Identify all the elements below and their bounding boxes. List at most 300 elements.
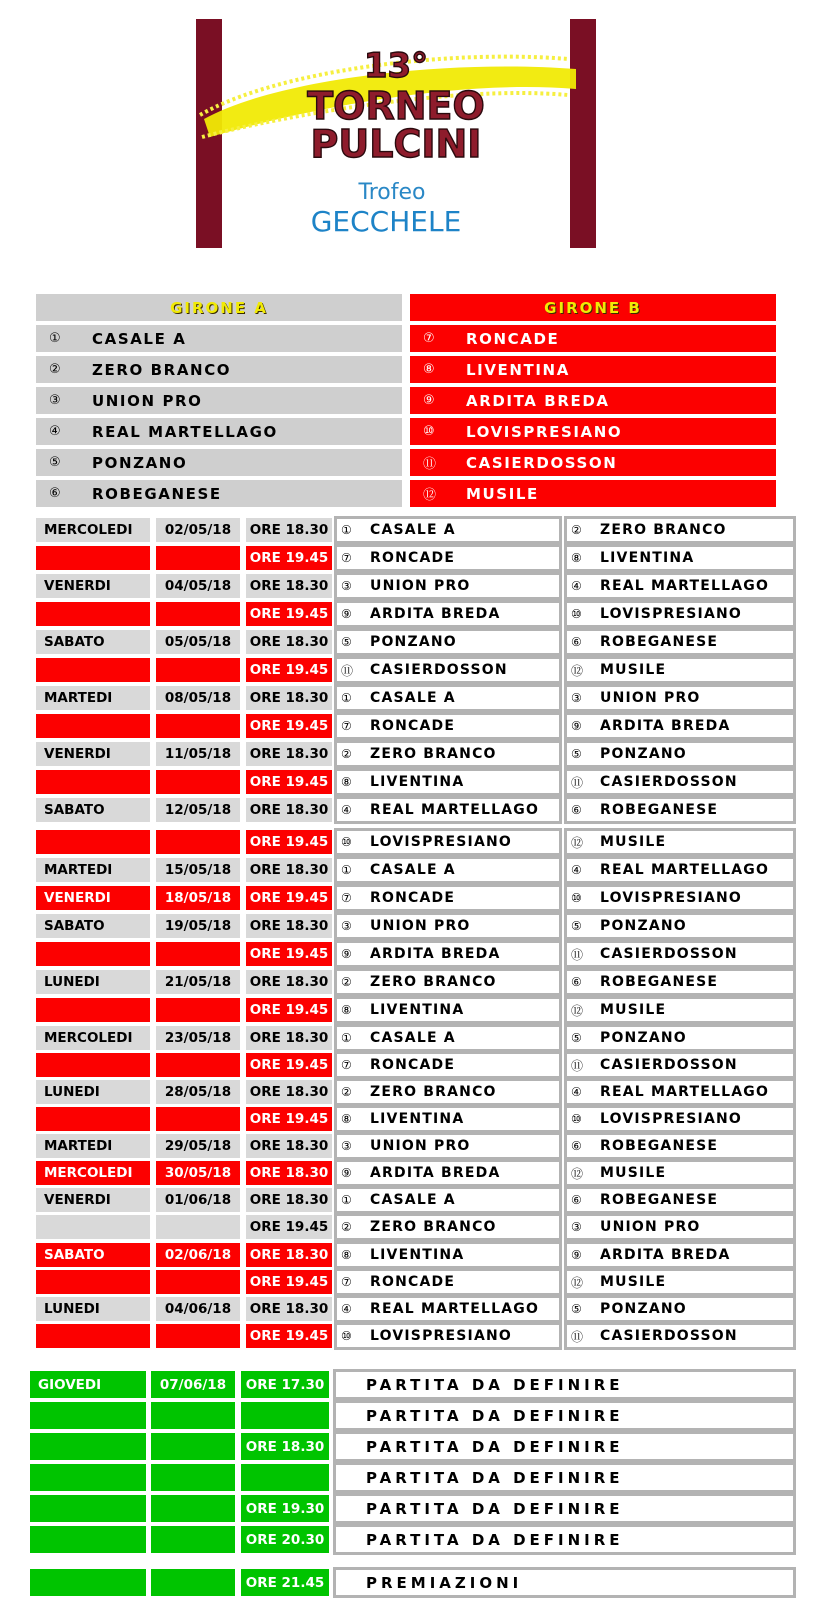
- match-time: ORE 19.45: [246, 1107, 332, 1131]
- team-number: ⑪: [341, 663, 355, 678]
- team-name: RONCADE: [370, 1057, 456, 1073]
- team-name: CASIERDOSSON: [600, 946, 738, 962]
- team-name: LIVENTINA: [370, 1247, 465, 1263]
- team-number: ①: [49, 331, 61, 346]
- logo-title-line1: TORNEO: [307, 84, 485, 128]
- home-team: [334, 1213, 562, 1241]
- match-time: ORE 19.45: [246, 1324, 332, 1348]
- away-team: [564, 684, 796, 712]
- group-team-row: [410, 418, 776, 445]
- final-date: [151, 1433, 235, 1460]
- logo-artwork: [196, 19, 596, 248]
- team-name: UNION PRO: [370, 578, 471, 594]
- team-name: ARDITA BREDA: [370, 606, 501, 622]
- team-name: ROBEGANESE: [600, 802, 719, 818]
- away-team: [564, 656, 796, 684]
- match-day: [36, 830, 150, 854]
- team-name: LOVISPRESIANO: [600, 1111, 743, 1127]
- match-time: ORE 18.30: [246, 574, 332, 598]
- match-date: 01/06/18: [156, 1188, 240, 1212]
- team-number: ⑨: [341, 1166, 353, 1180]
- team-name: CASALE A: [370, 1192, 456, 1208]
- away-team: [564, 544, 796, 572]
- team-name: ROBEGANESE: [600, 1192, 719, 1208]
- final-match-label: PARTITA DA DEFINIRE: [333, 1431, 796, 1462]
- team-name: LIVENTINA: [370, 1002, 465, 1018]
- home-team: [334, 1105, 562, 1133]
- team-number: ⑩: [341, 835, 353, 849]
- away-team: [564, 1186, 796, 1214]
- team-number: ⑨: [571, 719, 583, 733]
- team-number: ⑦: [341, 1275, 353, 1289]
- home-team: [334, 940, 562, 968]
- team-number: ⑩: [571, 607, 583, 621]
- match-date: 04/05/18: [156, 574, 240, 598]
- team-name: PONZANO: [600, 1301, 687, 1317]
- team-number: ⑨: [571, 1248, 583, 1262]
- match-date: [156, 1107, 240, 1131]
- team-number: ⑫: [571, 1275, 585, 1290]
- match-day: [36, 1215, 150, 1239]
- team-name: CASALE A: [92, 329, 187, 348]
- team-name: LOVISPRESIANO: [370, 1328, 513, 1344]
- final-date: [151, 1526, 235, 1553]
- away-team: [564, 740, 796, 768]
- team-number: ⑦: [341, 719, 353, 733]
- team-name: UNION PRO: [92, 391, 203, 410]
- home-team: [334, 740, 562, 768]
- tournament-logo: [196, 19, 596, 248]
- team-number: ②: [341, 1220, 353, 1234]
- team-name: RONCADE: [370, 550, 456, 566]
- group-team-row: [36, 356, 402, 383]
- team-number: ⑧: [341, 1003, 353, 1017]
- away-team: [564, 600, 796, 628]
- team-number: ⑧: [341, 1112, 353, 1126]
- team-number: ⑦: [341, 551, 353, 565]
- match-date: [156, 998, 240, 1022]
- team-number: ⑪: [571, 775, 585, 790]
- match-day: [36, 1053, 150, 1077]
- match-day: MERCOLEDI: [36, 1026, 150, 1050]
- team-name: MUSILE: [600, 662, 667, 678]
- team-name: CASIERDOSSON: [466, 453, 618, 472]
- group-team-row: [410, 449, 776, 476]
- group-team-row: [36, 387, 402, 414]
- final-day: GIOVEDI: [30, 1371, 146, 1398]
- team-number: ①: [341, 523, 353, 537]
- home-team: [334, 768, 562, 796]
- match-date: 18/05/18: [156, 886, 240, 910]
- home-team: [334, 796, 562, 824]
- final-time: ORE 18.30: [241, 1433, 329, 1460]
- home-team: [334, 600, 562, 628]
- team-number: ⑥: [571, 1139, 583, 1153]
- away-team: [564, 856, 796, 884]
- team-number: ⑪: [571, 947, 585, 962]
- team-name: RONCADE: [370, 1274, 456, 1290]
- team-name: LOVISPRESIANO: [600, 890, 743, 906]
- home-team: [334, 712, 562, 740]
- match-date: 30/05/18: [156, 1161, 240, 1185]
- team-number: ⑫: [571, 663, 585, 678]
- team-number: ⑥: [49, 486, 61, 501]
- team-number: ⑨: [341, 947, 353, 961]
- team-name: PONZANO: [600, 918, 687, 934]
- final-time: [241, 1402, 329, 1429]
- away-team: [564, 1213, 796, 1241]
- home-team: [334, 572, 562, 600]
- final-day: [30, 1495, 146, 1522]
- match-time: ORE 18.30: [246, 1188, 332, 1212]
- final-time: [241, 1464, 329, 1491]
- match-time: ORE 19.45: [246, 830, 332, 854]
- match-date: 12/05/18: [156, 798, 240, 822]
- home-team: [334, 516, 562, 544]
- away-team: [564, 1132, 796, 1160]
- match-date: [156, 602, 240, 626]
- away-team: [564, 968, 796, 996]
- match-day: MARTEDI: [36, 1134, 150, 1158]
- match-date: [156, 1324, 240, 1348]
- away-team: [564, 1024, 796, 1052]
- team-name: UNION PRO: [370, 918, 471, 934]
- final-date: [151, 1402, 235, 1429]
- final-time: ORE 21.45: [241, 1569, 329, 1596]
- team-number: ③: [341, 579, 353, 593]
- match-day: SABATO: [36, 630, 150, 654]
- match-day: [36, 1107, 150, 1131]
- team-name: ARDITA BREDA: [370, 946, 501, 962]
- match-day: [36, 770, 150, 794]
- match-time: ORE 18.30: [246, 518, 332, 542]
- match-day: [36, 546, 150, 570]
- home-team: [334, 1024, 562, 1052]
- team-name: CASALE A: [370, 690, 456, 706]
- match-day: MARTEDI: [36, 686, 150, 710]
- group-title: GIRONE B: [410, 294, 776, 321]
- team-name: CASALE A: [370, 1030, 456, 1046]
- team-number: ②: [341, 747, 353, 761]
- team-name: PONZANO: [92, 453, 188, 472]
- match-day: MARTEDI: [36, 858, 150, 882]
- team-name: LOVISPRESIANO: [600, 606, 743, 622]
- team-name: MUSILE: [600, 1274, 667, 1290]
- match-time: ORE 19.45: [246, 886, 332, 910]
- match-date: [156, 658, 240, 682]
- team-name: ARDITA BREDA: [370, 1165, 501, 1181]
- match-day: VENERDI: [36, 886, 150, 910]
- away-team: [564, 572, 796, 600]
- home-team: [334, 1051, 562, 1079]
- team-name: MUSILE: [600, 1002, 667, 1018]
- group-team-row: [410, 480, 776, 507]
- match-date: [156, 714, 240, 738]
- match-date: 23/05/18: [156, 1026, 240, 1050]
- logo-trophy-label: Trofeo: [358, 180, 426, 205]
- team-name: ARDITA BREDA: [466, 391, 610, 410]
- team-number: ⑧: [571, 551, 583, 565]
- match-day: VENERDI: [36, 1188, 150, 1212]
- match-day: LUNEDI: [36, 1080, 150, 1104]
- group-team-row: [36, 480, 402, 507]
- match-date: [156, 1215, 240, 1239]
- match-day: [36, 658, 150, 682]
- away-team: [564, 796, 796, 824]
- team-name: CASIERDOSSON: [600, 1328, 738, 1344]
- match-day: LUNEDI: [36, 970, 150, 994]
- team-name: RONCADE: [370, 890, 456, 906]
- away-team: [564, 1322, 796, 1350]
- match-date: 04/06/18: [156, 1297, 240, 1321]
- away-team: [564, 516, 796, 544]
- team-name: LIVENTINA: [466, 360, 570, 379]
- team-name: LOVISPRESIANO: [466, 422, 623, 441]
- match-time: ORE 19.45: [246, 714, 332, 738]
- away-team: [564, 768, 796, 796]
- home-team: [334, 1159, 562, 1187]
- match-time: ORE 18.30: [246, 1243, 332, 1267]
- match-date: 21/05/18: [156, 970, 240, 994]
- team-name: RONCADE: [466, 329, 560, 348]
- team-name: ARDITA BREDA: [600, 718, 731, 734]
- final-day: [30, 1569, 146, 1596]
- away-team: [564, 1159, 796, 1187]
- match-time: ORE 19.45: [246, 546, 332, 570]
- team-number: ⑤: [571, 1302, 583, 1316]
- team-name: UNION PRO: [600, 1219, 701, 1235]
- match-time: ORE 19.45: [246, 770, 332, 794]
- match-day: [36, 1270, 150, 1294]
- team-name: CASIERDOSSON: [370, 662, 508, 678]
- away-team: [564, 1268, 796, 1296]
- away-team: [564, 940, 796, 968]
- home-team: [334, 828, 562, 856]
- match-time: ORE 18.30: [246, 1297, 332, 1321]
- away-team: [564, 884, 796, 912]
- home-team: [334, 684, 562, 712]
- team-number: ③: [49, 393, 61, 408]
- match-time: ORE 18.30: [246, 686, 332, 710]
- match-time: ORE 18.30: [246, 798, 332, 822]
- team-number: ⑪: [423, 457, 437, 472]
- team-number: ⑥: [571, 975, 583, 989]
- match-date: 28/05/18: [156, 1080, 240, 1104]
- team-number: ⑤: [571, 1031, 583, 1045]
- home-team: [334, 884, 562, 912]
- home-team: [334, 856, 562, 884]
- team-number: ④: [571, 579, 583, 593]
- team-number: ⑨: [341, 607, 353, 621]
- match-day: [36, 1324, 150, 1348]
- team-number: ⑩: [341, 1329, 353, 1343]
- team-name: ZERO BRANCO: [370, 1084, 497, 1100]
- final-day: [30, 1433, 146, 1460]
- match-day: [36, 998, 150, 1022]
- team-number: ⑫: [423, 488, 437, 503]
- match-time: ORE 19.45: [246, 602, 332, 626]
- team-number: ④: [49, 424, 61, 439]
- home-team: [334, 1132, 562, 1160]
- home-team: [334, 1295, 562, 1323]
- team-name: LOVISPRESIANO: [370, 834, 513, 850]
- match-day: VENERDI: [36, 574, 150, 598]
- group-team-row: [36, 418, 402, 445]
- match-time: ORE 19.45: [246, 1215, 332, 1239]
- match-date: [156, 770, 240, 794]
- team-name: REAL MARTELLAGO: [600, 862, 770, 878]
- team-number: ①: [341, 863, 353, 877]
- team-number: ⑫: [571, 1003, 585, 1018]
- match-date: 02/06/18: [156, 1243, 240, 1267]
- match-day: VENERDI: [36, 742, 150, 766]
- match-date: 11/05/18: [156, 742, 240, 766]
- team-name: ZERO BRANCO: [370, 1219, 497, 1235]
- team-number: ⑨: [423, 393, 435, 408]
- match-date: [156, 830, 240, 854]
- match-day: [36, 602, 150, 626]
- team-name: RONCADE: [370, 718, 456, 734]
- team-name: MUSILE: [600, 834, 667, 850]
- awards-label: PREMIAZIONI: [333, 1567, 796, 1598]
- away-team: [564, 1105, 796, 1133]
- match-day: MERCOLEDI: [36, 1161, 150, 1185]
- match-date: [156, 1270, 240, 1294]
- match-time: ORE 18.30: [246, 858, 332, 882]
- final-date: [151, 1464, 235, 1491]
- team-name: PONZANO: [600, 746, 687, 762]
- away-team: [564, 1241, 796, 1269]
- team-number: ③: [571, 691, 583, 705]
- team-name: REAL MARTELLAGO: [600, 578, 770, 594]
- team-number: ⑤: [571, 747, 583, 761]
- team-number: ⑤: [571, 919, 583, 933]
- match-time: ORE 18.30: [246, 742, 332, 766]
- away-team: [564, 1051, 796, 1079]
- team-name: ROBEGANESE: [92, 484, 222, 503]
- team-name: ZERO BRANCO: [92, 360, 232, 379]
- home-team: [334, 968, 562, 996]
- match-time: ORE 19.45: [246, 1053, 332, 1077]
- group-team-row: [410, 387, 776, 414]
- team-name: PONZANO: [370, 634, 457, 650]
- team-number: ⑦: [423, 331, 435, 346]
- match-date: 05/05/18: [156, 630, 240, 654]
- match-day: SABATO: [36, 914, 150, 938]
- team-number: ④: [571, 863, 583, 877]
- team-name: LIVENTINA: [370, 774, 465, 790]
- match-date: 08/05/18: [156, 686, 240, 710]
- match-date: 29/05/18: [156, 1134, 240, 1158]
- final-time: ORE 19.30: [241, 1495, 329, 1522]
- final-match-label: PARTITA DA DEFINIRE: [333, 1524, 796, 1555]
- away-team: [564, 1078, 796, 1106]
- match-day: LUNEDI: [36, 1297, 150, 1321]
- logo-trophy-name: GECCHELE: [310, 205, 462, 238]
- team-number: ⑪: [571, 1058, 585, 1073]
- team-number: ⑥: [571, 1193, 583, 1207]
- team-number: ⑧: [341, 775, 353, 789]
- team-number: ②: [571, 523, 583, 537]
- group-team-row: [410, 356, 776, 383]
- team-number: ②: [341, 975, 353, 989]
- team-number: ⑩: [423, 424, 435, 439]
- team-name: REAL MARTELLAGO: [92, 422, 278, 441]
- away-team: [564, 1295, 796, 1323]
- home-team: [334, 544, 562, 572]
- team-name: REAL MARTELLAGO: [370, 802, 540, 818]
- final-date: [151, 1495, 235, 1522]
- team-name: REAL MARTELLAGO: [370, 1301, 540, 1317]
- group-team-row: [36, 325, 402, 352]
- match-date: 15/05/18: [156, 858, 240, 882]
- team-name: MUSILE: [466, 484, 539, 503]
- team-name: UNION PRO: [370, 1138, 471, 1154]
- match-time: ORE 19.45: [246, 658, 332, 682]
- home-team: [334, 1186, 562, 1214]
- team-number: ③: [341, 1139, 353, 1153]
- team-name: CASIERDOSSON: [600, 774, 738, 790]
- match-time: ORE 19.45: [246, 998, 332, 1022]
- home-team: [334, 656, 562, 684]
- match-date: 19/05/18: [156, 914, 240, 938]
- match-time: ORE 18.30: [246, 1026, 332, 1050]
- final-time: ORE 17.30: [241, 1371, 329, 1398]
- logo-edition: 13°: [363, 46, 429, 86]
- team-name: ZERO BRANCO: [370, 974, 497, 990]
- team-name: REAL MARTELLAGO: [600, 1084, 770, 1100]
- final-match-label: PARTITA DA DEFINIRE: [333, 1369, 796, 1400]
- team-number: ⑫: [571, 1166, 585, 1181]
- match-day: [36, 942, 150, 966]
- team-number: ①: [341, 1193, 353, 1207]
- team-number: ⑤: [341, 635, 353, 649]
- home-team: [334, 1078, 562, 1106]
- final-match-label: PARTITA DA DEFINIRE: [333, 1493, 796, 1524]
- team-number: ④: [341, 803, 353, 817]
- match-date: [156, 942, 240, 966]
- team-number: ⑦: [341, 1058, 353, 1072]
- match-time: ORE 18.30: [246, 1161, 332, 1185]
- away-team: [564, 912, 796, 940]
- match-day: [36, 714, 150, 738]
- match-time: ORE 19.45: [246, 1270, 332, 1294]
- match-day: MERCOLEDI: [36, 518, 150, 542]
- match-day: SABATO: [36, 798, 150, 822]
- team-number: ⑪: [571, 1329, 585, 1344]
- team-name: CASIERDOSSON: [600, 1057, 738, 1073]
- match-time: ORE 18.30: [246, 1080, 332, 1104]
- final-date: [151, 1569, 235, 1596]
- match-time: ORE 18.30: [246, 914, 332, 938]
- group-title: GIRONE A: [36, 294, 402, 321]
- final-time: ORE 20.30: [241, 1526, 329, 1553]
- team-number: ②: [341, 1085, 353, 1099]
- match-date: [156, 1053, 240, 1077]
- home-team: [334, 1322, 562, 1350]
- team-number: ⑧: [423, 362, 435, 377]
- home-team: [334, 996, 562, 1024]
- team-name: ROBEGANESE: [600, 974, 719, 990]
- team-number: ⑤: [49, 455, 61, 470]
- team-name: ROBEGANESE: [600, 1138, 719, 1154]
- team-name: ARDITA BREDA: [600, 1247, 731, 1263]
- team-number: ①: [341, 691, 353, 705]
- team-name: PONZANO: [600, 1030, 687, 1046]
- team-number: ④: [571, 1085, 583, 1099]
- team-name: LIVENTINA: [600, 550, 695, 566]
- final-match-label: PARTITA DA DEFINIRE: [333, 1462, 796, 1493]
